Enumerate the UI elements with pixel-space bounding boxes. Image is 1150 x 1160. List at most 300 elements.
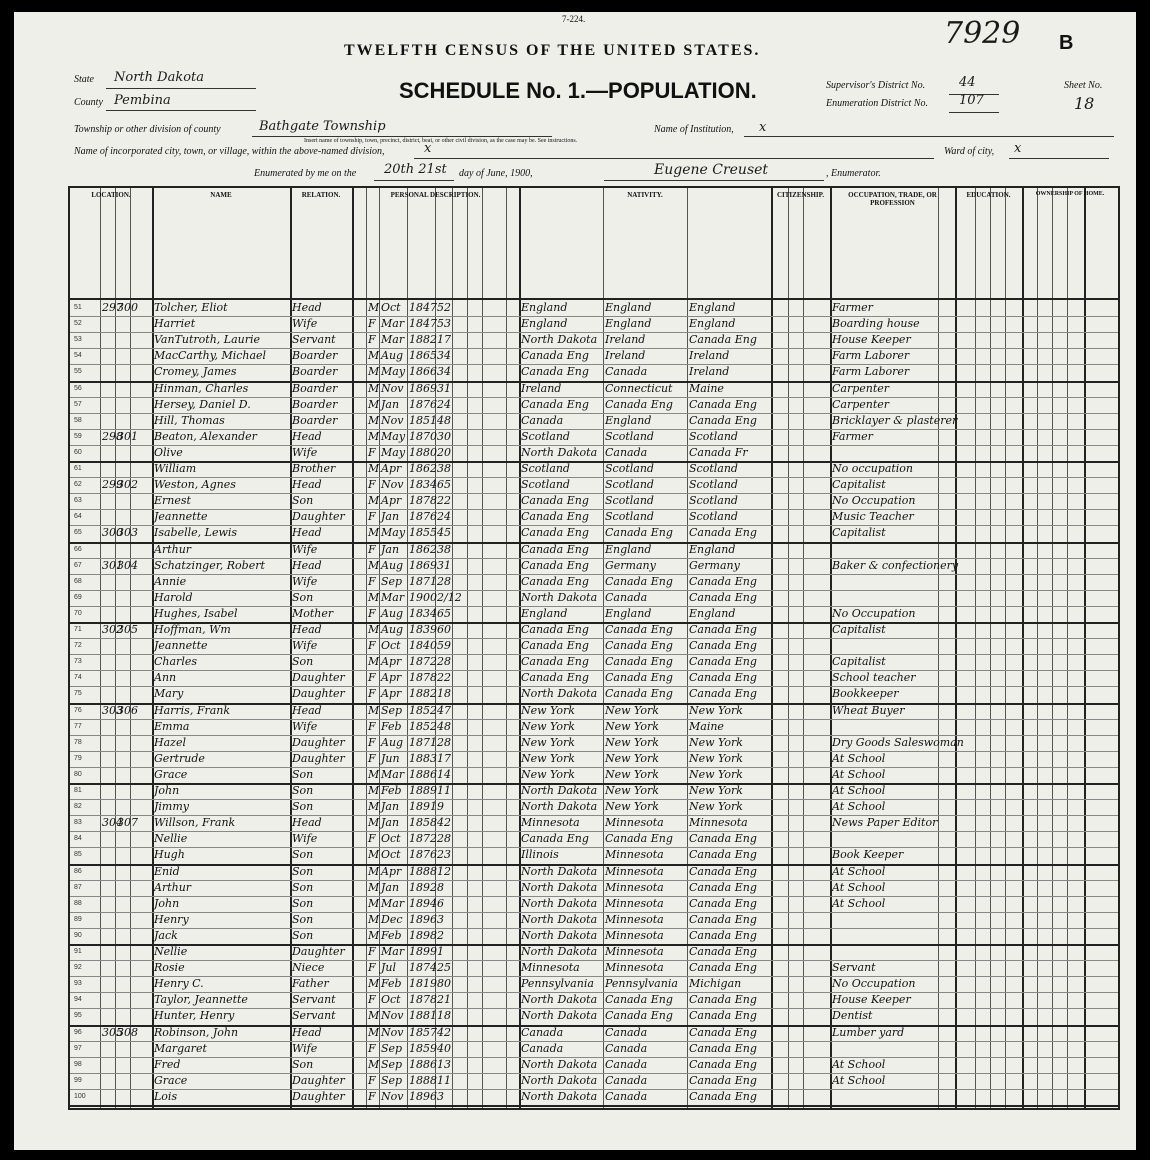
table-cell-bp: Minnesota [521,816,580,830]
table-cell-yr: 1896 [409,1089,437,1103]
row-line-number: 82 [74,803,82,811]
table-cell-sex: F [368,751,376,765]
table-cell-yr: 1862 [409,542,437,556]
row-line-number: 80 [74,770,82,778]
table-cell-fp: Minnesota [605,864,664,878]
table-cell-yr: 1865 [409,349,437,363]
table-cell-mo: Nov [381,381,404,395]
table-cell-fp: Minnesota [605,848,664,862]
table-cell-name: Hazel [154,735,186,749]
row-line-number: 100 [74,1092,86,1100]
table-cell-dw: 303 [102,703,123,717]
table-cell-name: Willson, Frank [154,816,236,830]
table-cell-mp: Michigan [689,977,742,991]
table-cell-bp: Canada Eng [521,397,589,411]
table-cell-bp: New York [521,751,575,765]
table-cell-mp: England [689,542,736,556]
table-cell-name: William [154,462,197,475]
table-cell-fp: Pennsylvania [605,977,678,991]
row-line-number: 86 [74,867,82,875]
table-cell-age: 8 [437,880,444,894]
table-cell-bp: New York [521,767,575,781]
institution-value: x [759,120,767,135]
table-cell-bp: Canada [521,413,564,427]
table-cell-sex: F [368,333,376,347]
table-cell-mp: New York [689,800,743,814]
table-cell-yr: 1889 [409,784,437,797]
row-line-number: 61 [74,465,82,472]
table-cell-occ: At School [832,1057,886,1071]
table-cell-mp: Scotland [689,510,738,524]
table-cell-yr: 1899 [409,945,437,958]
table-cell-mo: Feb [381,784,402,797]
table-cell-fp: Minnesota [605,928,664,942]
row-line-number: 91 [74,948,82,955]
table-cell-sex: F [368,317,376,331]
table-cell-sex: M [368,349,380,363]
table-cell-bp: Canada Eng [521,574,589,588]
location-header: LOCATION. [91,191,131,199]
table-cell-occ: Music Teacher [832,510,914,524]
table-cell-mp: Canada Fr [689,445,748,459]
row-line-number: 97 [74,1044,82,1052]
table-cell-bp: Scotland [521,429,570,443]
table-cell-mo: Oct [381,848,401,862]
table-cell-age: 42 [437,1025,451,1039]
population-table [68,186,1120,1110]
table-cell-mo: May [381,429,406,443]
education-header: EDUCATION. [966,191,1011,199]
row-line-number: 68 [74,577,82,585]
table-cell-occ: At School [832,896,886,910]
state-label: State [74,74,94,85]
table-cell-bp: Canada [521,1041,564,1055]
table-cell-sex: M [368,848,380,862]
table-cell-occ: Bookkeeper [832,687,899,701]
table-cell-sex: M [368,623,380,636]
table-cell-rel: Son [292,590,314,604]
table-cell-rel: Head [292,526,322,540]
table-cell-bp: Canada Eng [521,671,589,685]
personal-header: PERSONAL DESCRIPTION. [390,191,481,199]
table-cell-mp: Minnesota [689,816,748,830]
table-cell-name: Hugh [154,848,185,862]
table-cell-rel: Daughter [292,1089,345,1103]
row-line-number: 54 [74,352,82,360]
table-cell-yr: 1870 [409,429,437,443]
table-cell-name: Margaret [154,1041,207,1055]
table-cell-sex: F [368,1041,376,1055]
table-cell-rel: Wife [292,639,318,653]
table-cell-mp: Canada Eng [689,1041,757,1055]
table-cell-rel: Wife [292,445,318,459]
table-cell-occ: Baker & confectionery [832,558,959,572]
table-cell-name: Gertrude [154,751,205,765]
table-cell-occ: No occupation [832,462,914,475]
table-cell-rel: Son [292,912,314,926]
table-cell-yr: 1834 [409,478,437,492]
table-cell-yr: 1900 [409,590,437,604]
table-cell-occ: No Occupation [832,494,916,508]
table-cell-mo: Aug [381,623,404,636]
table-cell-rel: Wife [292,542,318,556]
table-cell-fp: England [605,606,652,620]
table-cell-bp: North Dakota [521,864,598,878]
table-cell-mp: Canada Eng [689,928,757,942]
table-cell-age: 28 [437,832,451,846]
table-cell-yr: 1898 [409,928,437,942]
table-cell-mp: Canada Eng [689,623,757,636]
table-cell-mp: Canada Eng [689,655,757,669]
table-cell-age: 23 [437,848,451,862]
table-cell-yr: 1876 [409,397,437,411]
table-cell-yr: 1876 [409,510,437,524]
row-line-number: 52 [74,320,82,328]
table-cell-mp: Canada Eng [689,1089,757,1103]
table-cell-name: VanTutroth, Laurie [154,333,261,347]
row-line-number: 81 [74,787,82,794]
table-cell-sex: M [368,413,380,427]
row-line-number: 53 [74,336,82,344]
table-cell-rel: Daughter [292,510,345,524]
table-cell-age: 11 [437,784,451,797]
form-number: 7-224. [562,14,586,24]
table-cell-dw: 304 [102,816,123,830]
table-cell-name: Hill, Thomas [154,413,225,427]
table-cell-age: 47 [437,703,451,717]
table-cell-sex: F [368,719,376,733]
table-cell-sex: M [368,429,380,443]
table-cell-fp: England [605,301,652,314]
table-cell-name: Jeannette [154,510,208,524]
table-cell-mo: Nov [381,478,404,492]
table-cell-fp: Scotland [605,478,654,492]
table-cell-rel: Head [292,1025,322,1039]
table-cell-rel: Son [292,896,314,910]
day-of-label: day of June, 1900, [459,168,533,179]
table-cell-name: Jeannette [154,639,208,653]
table-cell-age: 17 [437,751,451,765]
enumeration-label: Enumeration District No. [826,98,928,109]
table-cell-sex: F [368,671,376,685]
table-cell-mp: New York [689,735,743,749]
table-cell-bp: North Dakota [521,1057,598,1071]
table-cell-mp: Canada Eng [689,590,757,604]
table-cell-age: 34 [437,365,451,379]
table-cell-fp: Minnesota [605,961,664,975]
table-cell-occ: No Occupation [832,606,916,620]
table-cell-fp: Minnesota [605,896,664,910]
table-cell-sex: F [368,961,376,975]
table-cell-yr: 1891 [409,800,437,814]
table-cell-mo: Sep [381,703,403,717]
table-cell-mo: Oct [381,993,401,1007]
table-cell-bp: North Dakota [521,880,598,894]
table-cell-fp: Canada Eng [605,1009,673,1023]
table-cell-fp: New York [605,767,659,781]
table-cell-fam: 303 [117,526,138,540]
table-cell-occ: Farmer [832,429,873,443]
table-cell-sex: F [368,606,376,620]
table-cell-dw: 298 [102,429,123,443]
table-cell-sex: M [368,784,380,797]
table-cell-occ: Dry Goods Saleswoman [832,735,964,749]
table-cell-sex: M [368,381,380,395]
enumerator-label: , Enumerator. [826,168,881,179]
table-cell-rel: Wife [292,832,318,846]
table-cell-rel: Son [292,848,314,862]
table-cell-sex: M [368,928,380,942]
table-cell-yr: 1872 [409,832,437,846]
row-line-number: 55 [74,368,82,376]
table-cell-mp: Scotland [689,478,738,492]
table-cell-mp: Canada Eng [689,848,757,862]
table-cell-rel: Son [292,928,314,942]
table-cell-sex: M [368,397,380,411]
table-cell-rel: Servant [292,993,336,1007]
table-cell-bp: Canada Eng [521,639,589,653]
table-cell-mo: Mar [381,767,405,781]
table-cell-mo: Mar [381,317,405,331]
table-cell-age: 25 [437,961,451,975]
table-cell-mp: Canada Eng [689,961,757,975]
table-cell-bp: North Dakota [521,1009,598,1023]
table-cell-fp: England [605,317,652,331]
table-cell-fp: Canada [605,1089,648,1103]
city-value: x [424,141,432,156]
corner-letter: B [1059,32,1074,54]
table-cell-occ: House Keeper [832,993,911,1007]
table-cell-mo: Mar [381,945,405,958]
table-cell-dw: 301 [102,558,123,572]
row-line-number: 84 [74,835,82,843]
table-cell-bp: England [521,606,568,620]
table-cell-name: Lois [154,1089,178,1103]
table-cell-bp: Canada Eng [521,365,589,379]
table-cell-occ: News Paper Editor [832,816,938,830]
table-cell-yr: 1852 [409,719,437,733]
table-cell-yr: 1834 [409,606,437,620]
table-cell-age: 3 [437,1089,444,1103]
table-cell-rel: Head [292,816,322,830]
table-cell-dw: 305 [102,1025,123,1039]
table-cell-age: 9 [437,800,444,814]
table-cell-occ: At School [832,784,886,797]
table-cell-name: Ernest [154,494,191,508]
enumerator-value: Eugene Creuset [654,162,769,178]
table-cell-rel: Son [292,767,314,781]
table-cell-name: Emma [154,719,190,733]
table-cell-bp: New York [521,703,575,717]
table-cell-bp: Scotland [521,478,570,492]
table-cell-yr: 1847 [409,301,437,314]
table-cell-yr: 1869 [409,381,437,395]
row-line-number: 94 [74,996,82,1004]
row-line-number: 59 [74,432,82,440]
row-line-number: 69 [74,593,82,601]
row-line-number: 88 [74,899,82,907]
table-cell-fp: Ireland [605,349,646,363]
table-cell-mo: Nov [381,1009,404,1023]
schedule-title: SCHEDULE No. 1.—POPULATION. [399,78,757,103]
table-cell-bp: North Dakota [521,928,598,942]
table-cell-age: 1 [437,945,444,958]
table-cell-mo: Mar [381,333,405,347]
table-cell-name: Rosie [154,961,185,975]
table-cell-sex: M [368,462,380,475]
table-cell-yr: 1840 [409,639,437,653]
table-cell-mp: Canada Eng [689,1057,757,1071]
table-cell-fam: 308 [117,1025,138,1039]
table-cell-yr: 1888 [409,1073,437,1087]
table-cell-fp: Ireland [605,333,646,347]
table-cell-mp: Scotland [689,429,738,443]
table-cell-sex: F [368,832,376,846]
table-cell-dw: 300 [102,526,123,540]
row-line-number: 62 [74,481,82,489]
table-cell-fp: Canada Eng [605,526,673,540]
table-cell-mp: Canada Eng [689,912,757,926]
table-cell-sex: F [368,945,376,958]
table-cell-name: John [154,896,180,910]
table-cell-bp: North Dakota [521,896,598,910]
table-cell-name: Cromey, James [154,365,237,379]
table-cell-sex: M [368,880,380,894]
table-cell-fp: Canada Eng [605,671,673,685]
table-cell-rel: Mother [292,606,334,620]
row-line-number: 87 [74,883,82,891]
table-cell-mp: Canada Eng [689,832,757,846]
table-cell-rel: Boarder [292,397,338,411]
table-cell-name: Fred [154,1057,181,1071]
table-cell-occ: Capitalist [832,478,886,492]
table-cell-bp: New York [521,735,575,749]
table-cell-bp: North Dakota [521,912,598,926]
row-line-number: 90 [74,931,82,939]
table-cell-occ: Farm Laborer [832,365,910,379]
table-cell-age: 38 [437,542,451,556]
table-cell-name: Nellie [154,945,188,958]
table-cell-yr: 1886 [409,767,437,781]
table-cell-bp: Minnesota [521,961,580,975]
table-cell-name: Harold [154,590,193,604]
table-cell-occ: At School [832,751,886,765]
table-cell-rel: Head [292,623,322,636]
table-cell-rel: Son [292,880,314,894]
table-cell-rel: Wife [292,1041,318,1055]
table-cell-rel: Boarder [292,365,338,379]
table-cell-rel: Servant [292,333,336,347]
row-line-number: 99 [74,1076,82,1084]
table-cell-fp: Canada Eng [605,993,673,1007]
table-cell-name: Olive [154,445,183,459]
enumerated-label: Enumerated by me on the [254,168,357,179]
table-cell-age: 65 [437,478,451,492]
table-cell-rel: Niece [292,961,325,975]
table-cell-bp: North Dakota [521,590,598,604]
township-value: Bathgate Township [259,119,386,134]
table-cell-mo: Apr [381,687,402,701]
table-cell-mo: Jan [381,800,400,814]
table-cell-name: Harris, Frank [154,703,231,717]
table-cell-occ: Lumber yard [832,1025,905,1039]
table-cell-sex: M [368,558,380,572]
table-cell-age: 52 [437,301,451,314]
table-cell-yr: 1855 [409,526,437,540]
table-cell-age: 80 [437,977,451,991]
table-cell-rel: Son [292,800,314,814]
table-cell-age: 11 [437,1073,451,1087]
table-cell-mo: Sep [381,1041,403,1055]
table-cell-occ: At School [832,767,886,781]
table-cell-mo: Feb [381,719,402,733]
table-cell-mo: Jun [381,751,400,765]
table-cell-mp: New York [689,703,743,717]
table-cell-mo: Apr [381,671,402,685]
table-cell-mp: Canada Eng [689,1025,757,1039]
table-cell-bp: Ireland [521,381,562,395]
ward-label: Ward of city, [944,146,995,157]
table-cell-dw: 297 [102,301,123,314]
table-cell-yr: 1857 [409,1025,437,1039]
table-cell-name: Grace [154,767,188,781]
table-cell-mo: Sep [381,1073,403,1087]
table-cell-name: Hinman, Charles [154,381,249,395]
table-cell-sex: M [368,1057,380,1071]
county-label: County [74,97,103,108]
table-cell-fp: Canada [605,590,648,604]
table-cell-age: 18 [437,1009,451,1023]
table-cell-bp: Canada Eng [521,832,589,846]
table-cell-name: Arthur [154,880,192,894]
table-cell-bp: North Dakota [521,945,598,958]
state-value: North Dakota [114,70,204,85]
table-cell-mp: England [689,606,736,620]
row-line-number: 67 [74,561,82,569]
table-cell-age: 53 [437,317,451,331]
table-cell-bp: Canada Eng [521,542,589,556]
table-cell-age: 17 [437,333,451,347]
table-cell-fp: New York [605,703,659,717]
table-cell-fam: 304 [117,558,138,572]
table-cell-sex: M [368,864,380,878]
table-cell-sex: F [368,687,376,701]
table-cell-occ: At School [832,1073,886,1087]
table-cell-sex: F [368,574,376,588]
table-cell-dw: 299 [102,478,123,492]
table-cell-mp: Canada Eng [689,880,757,894]
table-cell-bp: North Dakota [521,333,598,347]
table-cell-fam: 305 [117,623,138,636]
table-cell-age: 22 [437,671,451,685]
row-line-number: 95 [74,1012,82,1020]
table-cell-yr: 1858 [409,816,437,830]
table-cell-age: 48 [437,719,451,733]
enumeration-value: 107 [959,93,984,108]
row-line-number: 73 [74,658,82,666]
occupation-header: OCCUPATION, TRADE, OR PROFESSION [848,191,937,207]
table-cell-fp: Canada Eng [605,623,673,636]
table-cell-mo: Aug [381,558,404,572]
table-cell-name: Beaton, Alexander [154,429,257,443]
table-cell-occ: Boarding house [832,317,920,331]
table-cell-mo: Apr [381,494,402,508]
table-cell-occ: Carpenter [832,397,890,411]
days-value: 20th 21st [384,162,447,177]
row-line-number: 83 [74,819,82,827]
table-cell-mo: May [381,445,406,459]
table-cell-sex: M [368,526,380,540]
